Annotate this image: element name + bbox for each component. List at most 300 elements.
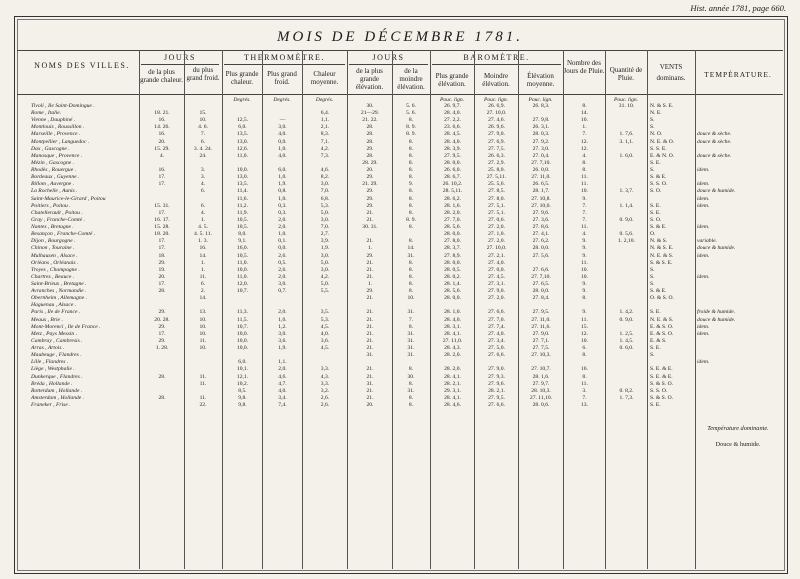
- cell-baro-moyenne: 27. 3,6.: [532, 216, 550, 223]
- cell-temperature: idem.: [697, 181, 710, 188]
- cell-baro-moins: 27. 8,0.: [488, 195, 505, 202]
- header-temperature: TEMPÉRATURE.: [704, 70, 772, 79]
- cell-baro-moyenne: 27. 8,4.: [532, 295, 550, 302]
- cell-jours2-plus: 21.: [366, 266, 374, 273]
- cell-vents: S.: [650, 167, 655, 174]
- cell-thermo-moyenne: 5,0.: [320, 209, 330, 216]
- cell-thermo-moyenne: 6,8.: [320, 195, 330, 202]
- cell-baro-moins: 27. 9,0.: [488, 366, 505, 373]
- cell-jours2-moins: 8.: [408, 117, 414, 124]
- city-name: Obernheim , Allemagne .: [31, 295, 87, 302]
- cell-pluie-qte: 1. 3,7.: [619, 188, 634, 195]
- cell-jours-chaleur: 18.: [158, 252, 166, 259]
- cell-vents: S. E. & E.: [650, 373, 673, 380]
- cell-baro-plus: 26. 6,0.: [444, 167, 461, 174]
- header-thermo-moyenne: Chaleur moyenne.: [310, 70, 339, 86]
- cell-thermo-froid: 2,0.: [278, 216, 287, 223]
- header-jours2-moins: de la moindre élévation.: [397, 67, 425, 91]
- cell-baro-moins: 26. 6,3.: [488, 152, 505, 159]
- cell-baro-plus: 28. 4,1.: [444, 330, 461, 337]
- cell-thermo-moyenne: 7,0.: [320, 188, 330, 195]
- cell-baro-moyenne: 27. 6,5.: [532, 281, 550, 287]
- col-rule: [139, 50, 140, 569]
- cell-baro-moins: 27. 6,6.: [488, 309, 505, 316]
- city-name: Maubeuge , Flandres .: [31, 352, 82, 359]
- cell-baro-plus: 28. 1,0.: [444, 309, 461, 316]
- cell-jours2-moins: 8.: [408, 152, 414, 159]
- cell-jours-chaleur: 16.: [158, 167, 166, 174]
- header-thermo-group: THERMOMÈTRE.: [244, 53, 325, 62]
- cell-thermo-froid: 1,9.: [278, 181, 287, 188]
- cell-pluie-qte: 1. 6,0.: [619, 152, 634, 159]
- cell-baro-moyenne: 28. 1,6.: [532, 373, 550, 380]
- city-name: Dijon , Bourgogne .: [31, 238, 76, 245]
- cell-thermo-chaleur: 8,0.: [238, 231, 247, 238]
- cell-jours2-plus: 21.: [366, 394, 374, 401]
- city-name: Paris , Ile de France .: [31, 309, 81, 316]
- cell-pluie-qte: 1. 7,3.: [619, 394, 634, 401]
- header-top-rule: [17, 50, 783, 51]
- cell-thermo-froid: 0,5.: [278, 259, 287, 266]
- city-name: Montpellier , Languedoc .: [31, 138, 90, 145]
- header-baro-group: BAROMÈTRE.: [463, 53, 530, 62]
- cell-jours-froid: 11.: [199, 394, 207, 401]
- cell-jours-chaleur: 28.: [158, 394, 166, 401]
- cell-baro-moyenne: 27. 9,6.: [532, 209, 550, 216]
- brace-jours: [141, 64, 219, 65]
- cell-jours-froid: 3.: [200, 174, 206, 181]
- cell-baro-moyenne: 27. 4,1.: [532, 231, 550, 238]
- cell-baro-plus: 28. 1,6.: [444, 202, 461, 209]
- cell-jours2-moins: 31.: [407, 352, 415, 359]
- cell-thermo-moyenne: 4,5.: [320, 323, 330, 330]
- cell-thermo-moyenne: 1,9.: [320, 245, 330, 252]
- cell-baro-moins: 27. 1,0.: [488, 231, 505, 238]
- cell-baro-moins: 28. 2,1.: [488, 387, 505, 394]
- cell-jours2-plus: 21.: [366, 259, 374, 266]
- cell-jours2-plus: 20.: [366, 167, 374, 174]
- cell-thermo-chaleur: 10,5.: [236, 216, 249, 223]
- cell-baro-plus: 28. 5,6.: [444, 224, 461, 231]
- cell-thermo-froid: 2,0.: [278, 366, 287, 373]
- cell-jours2-moins: 14.: [407, 245, 415, 252]
- city-name: Chatellerault , Poitou .: [31, 209, 83, 216]
- cell-jours-froid: 16.: [199, 245, 207, 252]
- cell-jours2-plus: 21.: [366, 209, 374, 216]
- header-villes: NOMS DES VILLES.: [34, 61, 130, 70]
- cell-thermo-froid: 3,6.: [278, 337, 287, 344]
- cell-jours-froid: 4. 5.: [198, 224, 208, 231]
- cell-jours-chaleur: 20. 28.: [154, 316, 170, 323]
- cell-thermo-chaleur: 10,5.: [236, 224, 249, 231]
- cell-pluie-jours: 6.: [582, 345, 587, 352]
- cell-jours2-moins: 31.: [407, 337, 415, 344]
- cell-baro-moyenne: 27. 5,6.: [532, 252, 550, 259]
- cell-thermo-froid: 2,0.: [278, 309, 287, 316]
- unit-pouc-moins: Pouc. lign.: [484, 97, 508, 103]
- cell-thermo-chaleur: 10,0.: [236, 167, 249, 174]
- city-name: Chartres , Beauce .: [31, 273, 75, 280]
- cell-jours-chaleur: 16.: [158, 117, 166, 124]
- col-rule: [518, 50, 519, 569]
- footer-value: Douce & humide.: [715, 441, 761, 448]
- cell-thermo-moyenne: 7,0.: [320, 224, 330, 231]
- cell-pluie-jours: 9.: [582, 309, 587, 316]
- cell-pluie-jours: 9.: [582, 281, 587, 287]
- cell-temperature: idem.: [697, 273, 710, 280]
- cell-baro-moins: 27. 5,0.: [488, 345, 505, 352]
- city-name: Saint-Maurice-le-Girard , Poitou: [31, 195, 106, 202]
- cell-jours2-moins: 8. 9.: [406, 124, 416, 131]
- cell-baro-moins: 25. 5,6.: [488, 181, 505, 188]
- col-rule: [430, 50, 431, 569]
- cell-vents: S. O.: [650, 188, 662, 195]
- cell-jours2-plus: 21. 22.: [362, 117, 378, 124]
- cell-temperature: idem.: [697, 167, 710, 174]
- cell-jours-chaleur: 29.: [158, 259, 166, 266]
- cell-jours-chaleur: 28.: [158, 288, 166, 295]
- cell-pluie-qte: 1. 1,4.: [619, 202, 634, 209]
- unit-degres-moyenne: Degrés.: [315, 97, 334, 103]
- city-name: Bordeaux , Guyenne .: [31, 174, 80, 181]
- cell-jours-froid: 14.: [199, 295, 207, 302]
- cell-thermo-chaleur: 10,7.: [236, 288, 249, 295]
- cell-jours2-plus: 31.: [366, 352, 374, 359]
- cell-baro-moyenne: 27. 7,10.: [531, 273, 551, 280]
- cell-thermo-chaleur: 12,6.: [236, 145, 249, 152]
- cell-baro-moins: 27. 6,6.: [488, 402, 505, 409]
- cell-temperature: idem.: [697, 202, 710, 209]
- city-name: Saint-Brieux , Bretagne .: [31, 281, 87, 287]
- cell-baro-moyenne: 27. 6,2.: [532, 238, 550, 245]
- cell-thermo-chaleur: 11,0.: [237, 152, 248, 159]
- cell-baro-moyenne: 27. 7,10.: [531, 159, 551, 166]
- header-units-rule: [17, 94, 783, 95]
- header-jours-chaleur: de la plus grande chaleur.: [140, 68, 183, 84]
- cell-thermo-moyenne: 2,6.: [320, 402, 330, 409]
- cell-pluie-qte: 1. 7,6.: [619, 131, 634, 138]
- cell-thermo-moyenne: 3,2.: [320, 387, 330, 394]
- cell-jours-froid: 4. 6.: [198, 124, 208, 131]
- cell-jours2-moins: 8.: [408, 266, 414, 273]
- cell-pluie-jours: 4.: [582, 231, 587, 238]
- cell-baro-plus: 28. 0,0.: [444, 259, 461, 266]
- city-name: Rome , Italie.: [31, 110, 62, 117]
- cell-baro-moins: 27. 9,0.: [488, 131, 505, 138]
- cell-pluie-jours: 9.: [582, 288, 587, 295]
- cell-thermo-moyenne: 3,9.: [320, 238, 330, 245]
- cell-pluie-jours: 16.: [581, 366, 588, 373]
- cell-jours-froid: 4. 5. 11.: [194, 231, 212, 238]
- header-baro-moyenne: Élévation moyenne.: [526, 72, 555, 88]
- header-jours2-plus: de la plus grande élévation.: [355, 67, 384, 91]
- cell-temperature: douce & humide.: [697, 316, 736, 323]
- cell-vents: S. & E.: [650, 224, 667, 231]
- cell-vents: E. & S. O.: [650, 323, 674, 330]
- cell-pluie-jours: 14.: [581, 110, 588, 117]
- city-name: Orléans , Orléanais .: [31, 259, 79, 266]
- city-name: Lille , Flandres .: [31, 359, 69, 366]
- cell-jours2-moins: 8.: [408, 138, 414, 145]
- cell-thermo-moyenne: 3,3.: [320, 366, 330, 373]
- cell-thermo-chaleur: 11,6.: [237, 195, 248, 202]
- cell-vents: N. & S.: [650, 238, 668, 245]
- cell-jours2-plus: 21.: [366, 345, 374, 352]
- cell-jours-chaleur: 17.: [158, 330, 166, 337]
- cell-thermo-froid: 1,1.: [278, 359, 287, 366]
- cell-baro-plus: 28. 4,1.: [444, 373, 461, 380]
- cell-baro-moyenne: 27. 10,8.: [531, 195, 551, 202]
- cell-thermo-froid: 4,0.: [278, 131, 287, 138]
- cell-thermo-chaleur: 13,0.: [236, 174, 249, 181]
- cell-jours-froid: 10.: [199, 316, 207, 323]
- cell-jours2-plus: 21. 29.: [362, 181, 378, 188]
- cell-thermo-chaleur: 10,0.: [236, 345, 249, 352]
- cell-baro-plus: 26. 10,2.: [442, 181, 463, 188]
- cell-baro-moyenne: 28. 0,0.: [532, 288, 550, 295]
- cell-jours-chaleur: 29.: [158, 309, 166, 316]
- cell-thermo-moyenne: 1,1.: [320, 117, 330, 124]
- cell-pluie-jours: 8.: [582, 352, 587, 359]
- cell-thermo-moyenne: 3,5.: [320, 309, 330, 316]
- cell-thermo-moyenne: 8,3.: [320, 131, 330, 138]
- cell-jours2-moins: 8.: [408, 402, 414, 409]
- header-jours2-group: JOURS: [372, 53, 405, 62]
- cell-vents: S. & S. O.: [650, 394, 674, 401]
- col-rule: [647, 50, 648, 569]
- cell-jours-chaleur: 15. 31.: [154, 202, 170, 209]
- cell-jours2-moins: 9.: [408, 181, 414, 188]
- running-head: Hist. année 1781, page 660.: [690, 3, 786, 13]
- cell-baro-moins: 27. 2,0.: [488, 224, 505, 231]
- header-vents: VENTS dominans.: [656, 63, 686, 82]
- cell-jours-froid: 2.: [200, 288, 206, 295]
- cell-vents: S. E.: [650, 159, 661, 166]
- col-rule: [262, 50, 263, 569]
- cell-baro-moyenne: 28. 1,7.: [532, 188, 550, 195]
- cell-vents: S. & E.: [650, 288, 667, 295]
- cell-thermo-froid: 0,3.: [278, 202, 287, 209]
- cell-pluie-jours: 9.: [582, 195, 587, 202]
- cell-pluie-qte: 1. 4,2.: [619, 309, 634, 316]
- cell-baro-moyenne: 26. 0,0.: [532, 167, 550, 174]
- cell-baro-moyenne: 27. 7,5.: [532, 345, 550, 352]
- cell-vents: S.: [650, 266, 655, 273]
- city-name: Chinon , Touraine .: [31, 245, 75, 252]
- cell-vents: O.: [650, 231, 656, 238]
- cell-baro-moins: 27. 9,3.: [488, 373, 505, 380]
- cell-temperature: douce & humide.: [697, 245, 736, 252]
- cell-vents: N. E. & O.: [650, 138, 675, 145]
- cell-thermo-froid: 3,0.: [278, 281, 287, 287]
- cell-thermo-chaleur: 13,0.: [236, 138, 249, 145]
- cell-baro-moins: 27. 9,0.: [488, 288, 505, 295]
- cell-pluie-jours: 7.: [582, 202, 587, 209]
- cell-jours-froid: 1.: [200, 216, 206, 223]
- cell-thermo-froid: 0,0.: [278, 245, 287, 252]
- brace-jours2: [349, 64, 428, 65]
- cell-baro-plus: 23. 6,6.: [444, 124, 461, 131]
- cell-pluie-jours: 12.: [581, 330, 588, 337]
- header-baro-plus: Plus grande élévation.: [435, 72, 469, 88]
- cell-thermo-froid: 1,0.: [278, 145, 287, 152]
- cell-baro-plus: 28. 0,0.: [444, 231, 461, 238]
- cell-jours2-moins: 31.: [407, 387, 415, 394]
- cell-baro-moyenne: 27. 0,4.: [532, 152, 550, 159]
- cell-thermo-chaleur: 10,5.: [236, 252, 249, 259]
- cell-jours-chaleur: 16.: [158, 131, 166, 138]
- cell-thermo-froid: 6,0.: [278, 167, 287, 174]
- cell-vents: S. & S. O.: [650, 380, 674, 387]
- cell-jours2-plus: 21.: [366, 373, 374, 380]
- cell-thermo-moyenne: 4,5.: [320, 345, 330, 352]
- unit-pouc-pluie: Pouc. lign.: [614, 97, 638, 103]
- cell-baro-plus: 28. 0,0.: [444, 159, 461, 166]
- cell-jours2-plus: 21.: [366, 337, 374, 344]
- cell-jours-froid: 4.: [200, 181, 206, 188]
- cell-thermo-chaleur: 13,5.: [236, 131, 249, 138]
- cell-baro-plus: 28. 4,5.: [444, 131, 461, 138]
- cell-baro-moins: 27. 7,5.: [488, 145, 505, 152]
- cell-jours2-moins: 8.: [408, 202, 414, 209]
- unit-pouc-plus: Pouc. lign.: [440, 97, 464, 103]
- cell-baro-moyenne: 27. 9,2.: [532, 138, 550, 145]
- cell-jours2-plus: 29.: [366, 174, 374, 181]
- cell-thermo-froid: 4,7.: [278, 380, 287, 387]
- cell-jours-froid: 10.: [199, 345, 207, 352]
- cell-baro-moins: 27. 4,5.: [488, 273, 505, 280]
- cell-baro-moins: 27. 6,9.: [488, 138, 505, 145]
- cell-pluie-qte: 0. 6,0.: [619, 345, 634, 352]
- city-name: Gray , Franche-Comté .: [31, 216, 85, 223]
- cell-pluie-jours: 8.: [582, 159, 587, 166]
- col-rule: [302, 50, 303, 569]
- cell-temperature: douce & sèche.: [697, 138, 732, 145]
- cell-pluie-jours: 11.: [581, 174, 588, 181]
- cell-pluie-jours: 8.: [582, 373, 587, 380]
- city-name: Dunkerque , Flandres .: [31, 373, 83, 380]
- cell-baro-moins: 26. 6,9.: [488, 103, 505, 109]
- cell-thermo-chaleur: 11,0.: [237, 273, 248, 280]
- cell-pluie-jours: 13.: [581, 402, 588, 409]
- cell-thermo-moyenne: 3,0.: [320, 266, 330, 273]
- cell-thermo-moyenne: 4,2.: [320, 273, 330, 280]
- cell-vents: S.: [650, 281, 655, 287]
- cell-thermo-froid: 1,0.: [278, 195, 287, 202]
- cell-thermo-froid: —: [279, 117, 286, 124]
- cell-thermo-froid: 1,0.: [278, 174, 287, 181]
- city-name: Metz , Pays Messin .: [31, 330, 77, 337]
- cell-thermo-moyenne: 4,0.: [320, 330, 330, 337]
- city-name: Arras , Artois .: [31, 345, 65, 352]
- cell-pluie-jours: 12.: [581, 138, 588, 145]
- cell-thermo-moyenne: 5,5.: [320, 288, 330, 295]
- cell-thermo-moyenne: 2,1.: [320, 124, 330, 131]
- city-name: Mont-Morenci , Ile de France .: [31, 323, 101, 330]
- cell-thermo-moyenne: 4,6.: [320, 167, 330, 174]
- cell-baro-plus: 28. 4,3.: [444, 345, 461, 352]
- cell-jours-froid: 6.: [200, 202, 206, 209]
- cell-vents: S. E.: [650, 202, 661, 209]
- cell-jours-froid: 11.: [199, 337, 207, 344]
- cell-jours-chaleur: 18. 21.: [154, 110, 170, 117]
- cell-thermo-moyenne: 3,3.: [320, 380, 330, 387]
- cell-temperature: douce & humide.: [697, 188, 736, 195]
- cell-thermo-froid: 1,0.: [278, 316, 287, 323]
- cell-vents: E. & N. O.: [650, 152, 675, 159]
- cell-thermo-froid: 0,0.: [278, 138, 287, 145]
- cell-baro-moins: 27. 10,0.: [486, 245, 507, 252]
- cell-baro-moyenne: 27. 8,6.: [532, 224, 550, 231]
- cell-jours2-moins: 8.: [408, 323, 414, 330]
- cell-thermo-froid: 2,6.: [278, 266, 287, 273]
- city-name: Tivoli , Ile Saint-Domingue .: [31, 103, 95, 109]
- cell-baro-moins: 27. 9,6.: [488, 380, 505, 387]
- cell-jours2-moins: 30.: [407, 373, 415, 380]
- cell-jours-froid: 4.: [200, 209, 206, 216]
- cell-pluie-jours: 11.: [581, 380, 588, 387]
- cell-pluie-jours: 10.: [581, 273, 588, 280]
- cell-pluie-jours: 11.: [581, 224, 588, 231]
- cell-thermo-moyenne: 7,1.: [320, 138, 330, 145]
- header-pluie-qte: Quantité de Pluie.: [609, 66, 643, 82]
- cell-jours2-moins: 8.: [408, 224, 414, 231]
- cell-jours2-plus: 21.: [366, 330, 374, 337]
- cell-pluie-jours: 9.: [582, 238, 587, 245]
- cell-baro-moyenne: 27. 11,10.: [529, 394, 553, 401]
- header-jours-group: JOURS: [164, 53, 196, 62]
- cell-baro-moins: 27. 2,9.: [488, 159, 505, 166]
- cell-jours2-plus: 21.: [366, 238, 374, 245]
- cell-vents: S. E.: [650, 345, 661, 352]
- city-name: Montlouis , Roussillon .: [31, 124, 85, 131]
- cell-vents: E. & S.: [650, 337, 667, 344]
- cell-vents: S. S. E.: [650, 145, 667, 152]
- city-name: Manosque , Provence .: [31, 152, 83, 159]
- cell-vents: S.: [650, 352, 655, 359]
- cell-baro-moins: 27. 0,0.: [488, 266, 505, 273]
- col-rule: [474, 50, 475, 569]
- cell-jours2-moins: 31.: [407, 309, 415, 316]
- cell-jours-chaleur: 19.: [158, 266, 166, 273]
- cell-jours2-moins: 8.: [408, 259, 414, 266]
- cell-pluie-jours: 10.: [581, 266, 588, 273]
- cell-jours2-plus: 21—29.: [360, 110, 380, 117]
- cell-vents: E. & S. O.: [650, 330, 674, 337]
- city-name: Haguenau , Alsace .: [31, 302, 77, 309]
- cell-jours-chaleur: 17.: [158, 181, 166, 188]
- cell-temperature: idem.: [697, 323, 710, 330]
- cell-jours-froid: 14.: [199, 252, 207, 259]
- cell-thermo-froid: 0,1.: [278, 238, 287, 245]
- unit-pouc-moyenne: Pouc. lign.: [528, 97, 553, 103]
- cell-jours2-moins: 31.: [407, 330, 415, 337]
- city-name: Mulhausen , Alsace .: [31, 252, 78, 259]
- cell-jours-froid: 6.: [200, 188, 206, 195]
- cell-baro-plus: 28. 2,0.: [444, 352, 461, 359]
- cell-thermo-froid: 3,0.: [278, 330, 287, 337]
- cell-baro-moins: 26. 9,6.: [488, 124, 505, 131]
- cell-vents: S. E.: [650, 209, 661, 216]
- cell-vents: S. E.: [650, 309, 661, 316]
- cell-baro-moyenne: 28. 10,3.: [531, 387, 551, 394]
- cell-jours2-moins: 8.: [408, 380, 414, 387]
- cell-pluie-qte: 3. 1,1.: [619, 138, 634, 145]
- brace-thermo: [224, 64, 345, 65]
- cell-baro-plus: 28. 4,0.: [444, 110, 461, 117]
- cell-pluie-qte: 0. 8,2.: [619, 387, 634, 394]
- cell-pluie-jours: 7.: [582, 209, 587, 216]
